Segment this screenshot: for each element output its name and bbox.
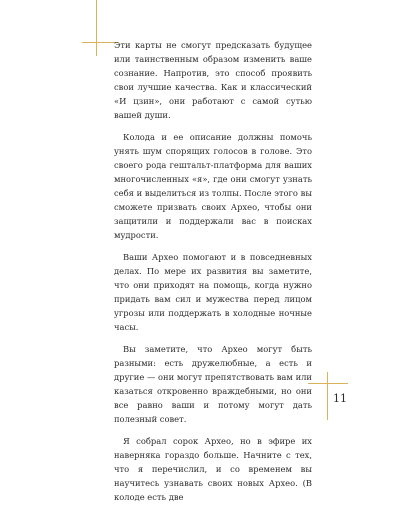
crop-mark-bottom-horizontal <box>308 383 348 384</box>
paragraph: Колода и ее описание должны помочь унять шум спорящих голосов в голове. Это своего рода гештальт-платформа для ваших многочисленных «я», где они смогут узнать себя и выделиться из толпы. После этого вы сможете призвать своих Архео, чтобы они защитили и поддержали вас в поисках мудрости. <box>114 132 312 240</box>
paragraph: Ваши Архео помогают и в повседневных делах. По мере их развития вы заметите, что они приходят на помощь, когда нужно придать вам сил и мужества перед лицом угрозы или поддержать в холодные ночные часы. <box>114 252 312 332</box>
body-text <box>114 38 312 512</box>
crop-mark-bottom-vertical <box>327 372 328 420</box>
crop-mark-top-horizontal <box>82 42 118 43</box>
page-number: 11 <box>333 392 347 405</box>
paragraph: Вы заметите, что Архео могут быть разными: есть дружелюбные, а есть и другие — они могут препятствовать вам или казаться откровенно враждебными, но они все равно ваши и потому могут дать полезный совет. <box>114 344 312 424</box>
paragraph: Я собрал сорок Архео, но в эфире их наверняка гораздо больше. Начните с тех, что я перечислил, и со временем вы научитесь узнавать своих новых Архео. (В колоде есть две <box>114 436 312 502</box>
crop-mark-top-vertical <box>96 0 97 56</box>
paragraph: Эти карты не смогут предсказать будущее или таинственным образом изменить ваше сознание. Напротив, это способ проявить свои лучшие качества. Как и классический «И цзин», они работают с самой сутью вашей души. <box>114 40 312 120</box>
